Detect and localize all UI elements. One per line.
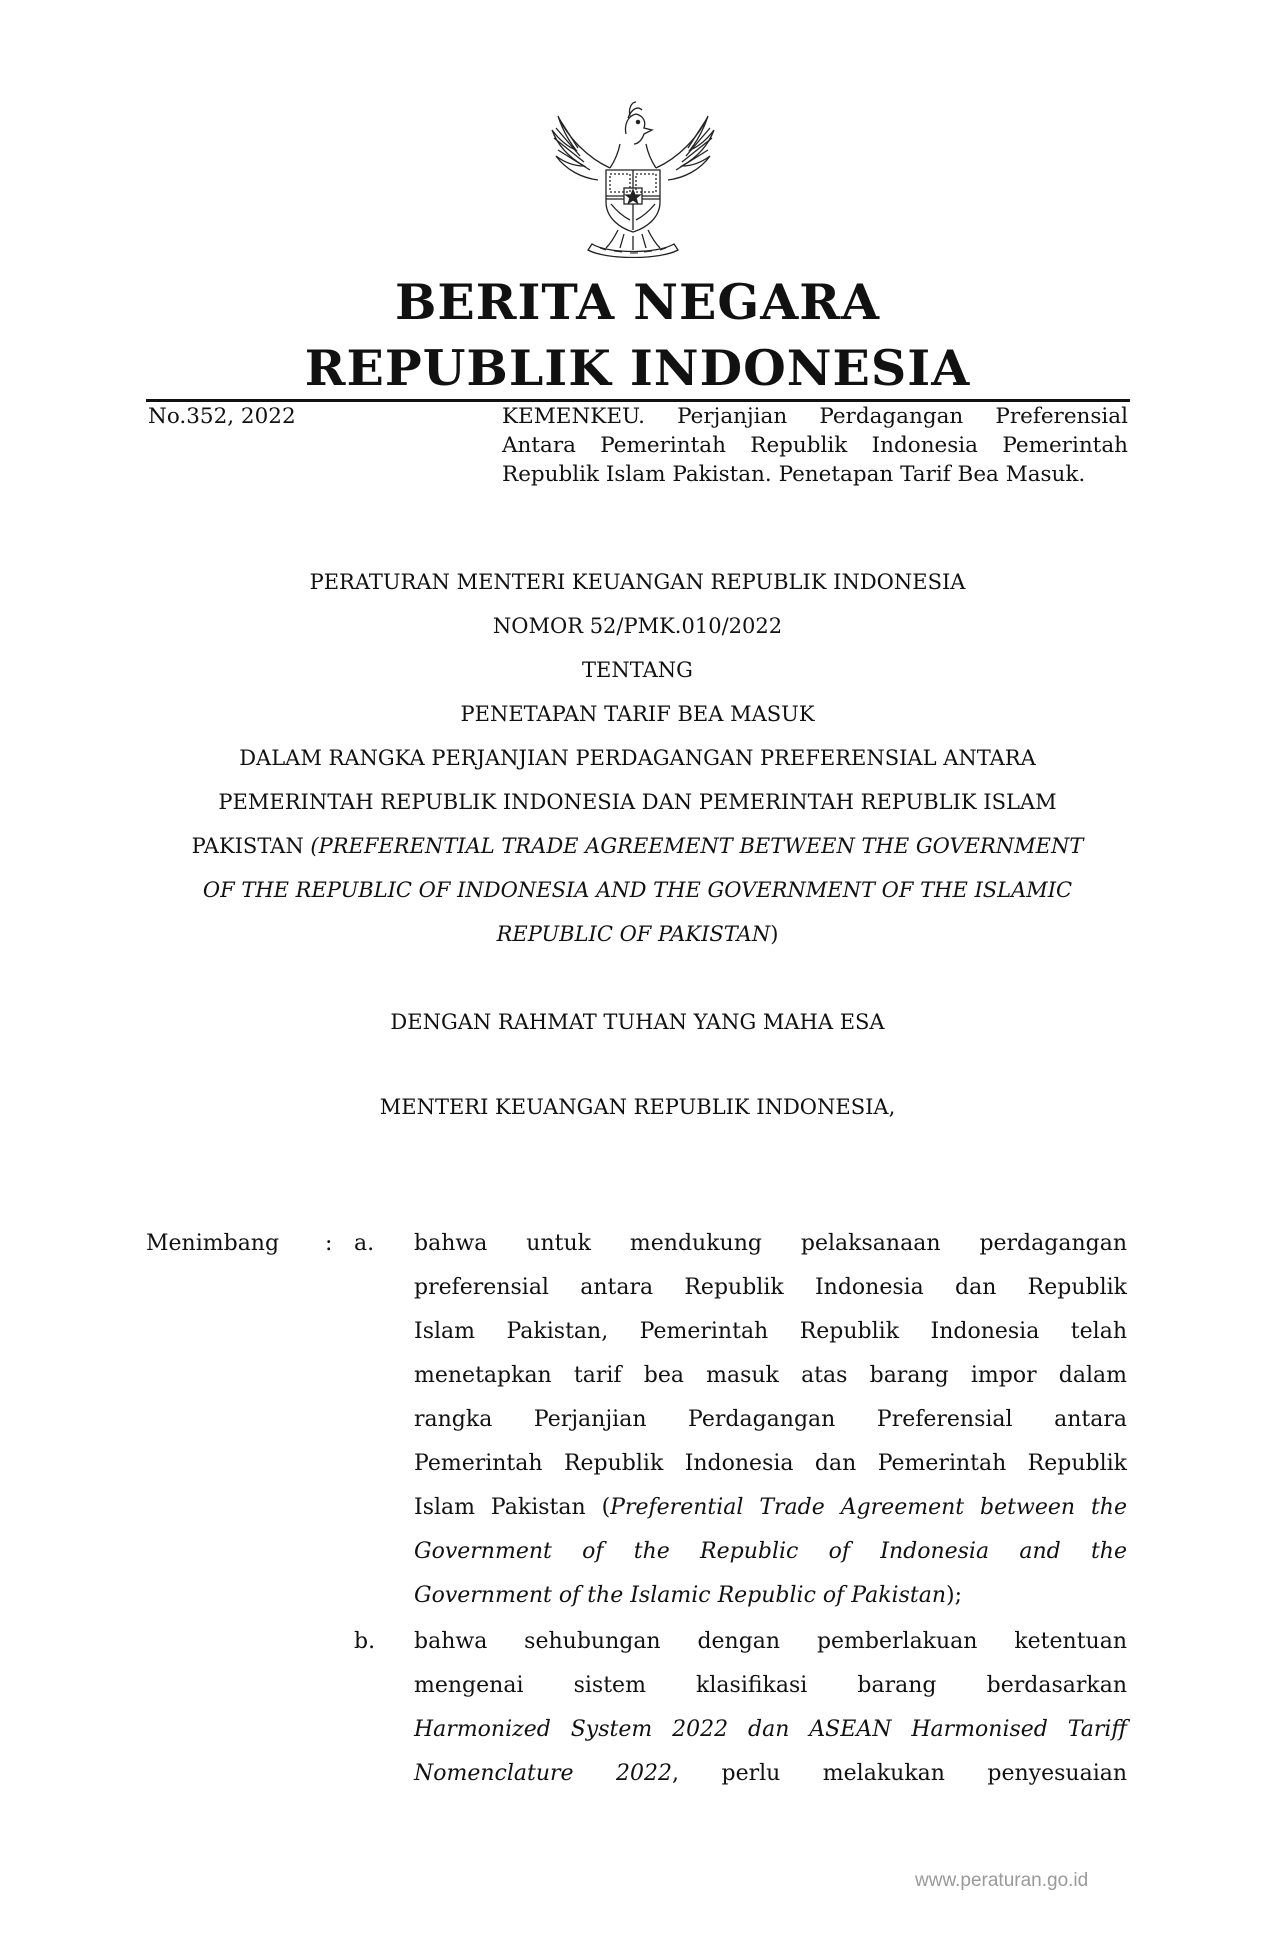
regulation-about: TENTANG xyxy=(582,658,693,682)
gazette-title-line2: REPUBLIK INDONESIA xyxy=(304,339,971,397)
regulation-subject-line6 xyxy=(140,912,1135,956)
item-plain-text: , perlu melakukan penyesuaian xyxy=(672,1761,1128,1786)
item-line xyxy=(414,1530,1127,1574)
subject-italic-text: (PREFERENTIAL TRADE AGREEMENT BETWEEN THE GOVERNMENT xyxy=(310,834,1084,858)
item-plain-text: ); xyxy=(946,1583,962,1608)
regulation-subject-line3: PEMERINTAH REPUBLIK INDONESIA DAN PEMERINTAH REPUBLIK ISLAM xyxy=(218,790,1057,814)
considering-label: Menimbang xyxy=(146,1231,280,1256)
subject-close-paren: ) xyxy=(770,922,779,946)
item-line: preferensial antara Republik Indonesia dan Republik xyxy=(414,1275,1127,1300)
item-italic-text: Harmonized System 2022 dan ASEAN Harmonised Tariff xyxy=(414,1717,1127,1742)
gazette-title-line1: BERITA NEGARA xyxy=(394,273,880,331)
item-italic-text: Preferential Trade Agreement between the xyxy=(610,1495,1127,1520)
regulation-title: PERATURAN MENTERI KEUANGAN REPUBLIK INDONESIA xyxy=(309,570,966,594)
regulation-number: NOMOR 52/PMK.010/2022 xyxy=(492,614,783,638)
item-line: Pemerintah Republik Indonesia dan Pemerintah Republik xyxy=(414,1451,1127,1476)
item-italic-text: Government of the Republic of Indonesia and the xyxy=(414,1539,1127,1564)
invocation: DENGAN RAHMAT TUHAN YANG MAHA ESA xyxy=(390,1010,885,1034)
subject-italic-text: OF THE REPUBLIC OF INDONESIA AND THE GOVERNMENT OF THE ISLAMIC xyxy=(202,878,1073,902)
issue-description: KEMENKEU. Perjanjian Perdagangan Preferensial Antara Pemerintah Republik Indonesia Pemerintah Republik Islam Pakistan. Penetapan Tarif Bea Masuk. xyxy=(502,404,1128,487)
consideration-item-a xyxy=(414,1222,1127,1618)
regulation-subject-line4 xyxy=(140,824,1135,868)
item-line: menetapkan tarif bea masuk atas barang impor dalam xyxy=(414,1363,1127,1388)
regulation-subject-line5 xyxy=(140,868,1135,912)
item-plain-text: Islam Pakistan ( xyxy=(414,1495,611,1520)
minister-heading: MENTERI KEUANGAN REPUBLIK INDONESIA, xyxy=(379,1095,896,1119)
item-italic-text: Government of the Islamic Republic of Pakistan xyxy=(414,1583,946,1608)
item-line xyxy=(414,1708,1127,1752)
regulation-heading xyxy=(140,560,1135,956)
subject-italic-text: REPUBLIC OF PAKISTAN xyxy=(496,922,771,946)
item-line: bahwa untuk mendukung pelaksanaan perdagangan xyxy=(414,1231,1127,1256)
item-line: mengenai sistem klasifikasi barang berdasarkan xyxy=(414,1673,1127,1698)
issue-number: No.352, 2022 xyxy=(148,404,296,429)
regulation-subject-line1: PENETAPAN TARIF BEA MASUK xyxy=(460,702,815,726)
source-watermark: www.peraturan.go.id xyxy=(915,1870,1089,1891)
item-b-letter: b. xyxy=(354,1629,376,1654)
item-a-letter: a. xyxy=(354,1231,375,1256)
garuda-emblem-icon xyxy=(548,98,718,258)
item-italic-text: Nomenclature 2022 xyxy=(414,1761,673,1786)
item-line xyxy=(414,1574,1127,1618)
subject-plain-text: PAKISTAN xyxy=(191,834,311,858)
consideration-item-b xyxy=(414,1620,1127,1796)
item-line xyxy=(414,1486,1127,1530)
item-line: bahwa sehubungan dengan pemberlakuan ketentuan xyxy=(414,1629,1127,1654)
item-line: rangka Perjanjian Perdagangan Preferensial antara xyxy=(414,1407,1127,1432)
regulation-subject-line2: DALAM RANGKA PERJANJIAN PERDAGANGAN PREFERENSIAL ANTARA xyxy=(239,746,1036,770)
item-line: Islam Pakistan, Pemerintah Republik Indonesia telah xyxy=(414,1319,1127,1344)
item-line xyxy=(414,1752,1127,1796)
considering-colon: : xyxy=(325,1231,333,1256)
